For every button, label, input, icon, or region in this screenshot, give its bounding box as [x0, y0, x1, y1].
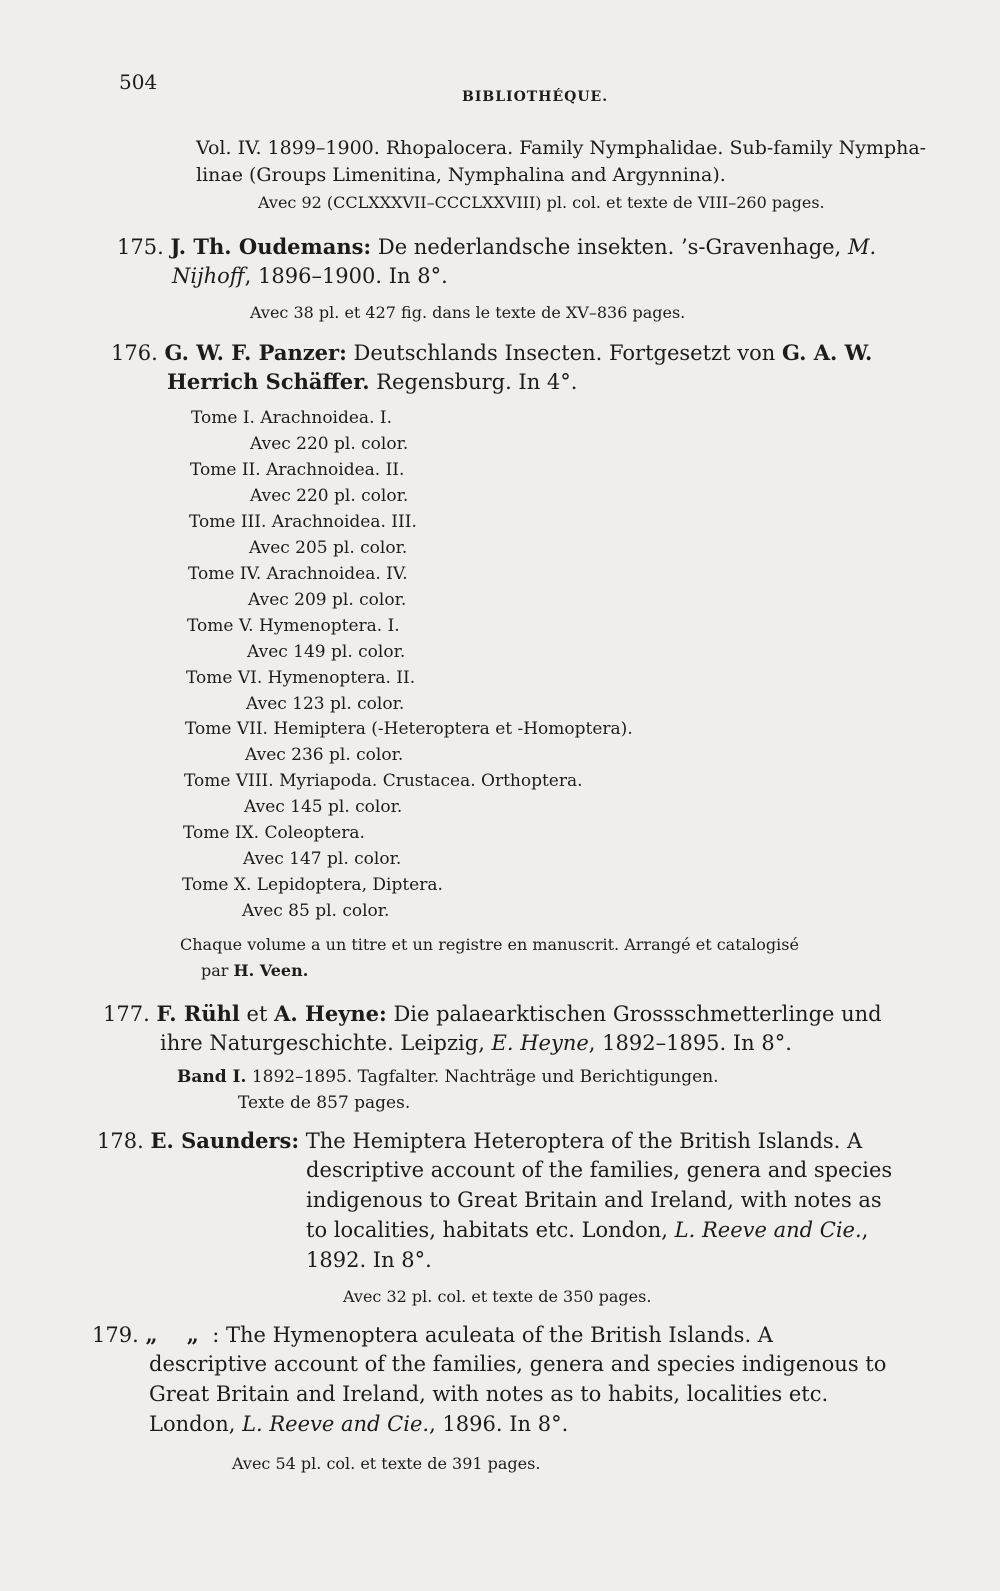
tome-title: Tome VII. Hemiptera (-Heteroptera et -Homoptera). — [185, 719, 633, 739]
entry-177-note: Texte de 857 pages. — [238, 1093, 411, 1113]
tome-plates: Avec 220 pl. color. — [250, 486, 409, 506]
entry-176-line-1 — [111, 340, 872, 365]
entry-178-line-2: descriptive account of the families, genera and species — [306, 1158, 893, 1182]
tome-title: Tome IX. Coleoptera. — [183, 823, 365, 843]
publisher-name: L. Reeve and Cie. — [674, 1218, 862, 1242]
entry-178-line-4: to localities, habitats etc. London, L. Reeve and Cie., — [306, 1218, 869, 1242]
entry-177-line-1: 177. F. Rühl et A. Heyne: Die palaearktischen Grossschmetterlinge und — [103, 1001, 882, 1026]
entry-178-note: Avec 32 pl. col. et texte de 350 pages. — [343, 1287, 652, 1306]
entry-176-line-2 — [167, 369, 577, 394]
entry-title: Die palaearktischen Grossschmetterlinge und — [386, 1002, 882, 1026]
ditto-marks: „ „ — [145, 1322, 199, 1347]
entry-175-line-1 — [117, 234, 876, 259]
entry-number: 178. — [97, 1129, 144, 1153]
entry-177-line-2: ihre Naturgeschichte. Leipzig, E. Heyne, 1892–1895. In 8°. — [160, 1031, 792, 1055]
tome-plates: Avec 209 pl. color. — [248, 590, 407, 610]
tome-title: Tome III. Arachnoidea. III. — [189, 512, 417, 532]
tome-plates: Avec 145 pl. color. — [244, 797, 403, 817]
publisher-name: E. Heyne — [491, 1031, 589, 1055]
tome-title: Tome II. Arachnoidea. II. — [190, 460, 405, 480]
tome-plates: Avec 236 pl. color. — [245, 745, 404, 765]
entry-number: 179. — [92, 1323, 139, 1347]
entry-179-line-3: Great Britain and Ireland, with notes as to habits, localities etc. — [149, 1382, 829, 1406]
entry-176-remark: Chaque volume a un titre et un registre en manuscrit. Arrangé et catalogisé — [180, 935, 799, 954]
entry-178-line-5: 1892. In 8°. — [306, 1248, 432, 1272]
entry-title: Deutschlands Insecten. Fortgesetzt von — [346, 341, 776, 365]
tome-title: Tome VI. Hymenoptera. II. — [186, 668, 416, 688]
entry-title: De nederlandsche insekten. ’s-Gravenhage, — [371, 235, 842, 259]
entry-179-line-1 — [92, 1322, 773, 1347]
tome-title: Tome X. Lepidoptera, Diptera. — [182, 875, 443, 895]
running-head: BIBLIOTHÉQUE. — [462, 89, 609, 105]
entry-imprint: Regensburg. In 4°. — [369, 370, 578, 394]
entry-coauthor: A. Heyne: — [274, 1001, 387, 1026]
arranger-name: H. Veen. — [233, 961, 309, 980]
tome-title: Tome VIII. Myriapoda. Crustacea. Orthoptera. — [184, 771, 583, 791]
continuation-line-2: linae (Groups Limenitina, Nymphalina and Argynnina). — [196, 164, 726, 186]
tome-title: Tome V. Hymenoptera. I. — [187, 616, 400, 636]
entry-number: 176. — [111, 341, 158, 365]
tome-plates: Avec 123 pl. color. — [246, 694, 405, 714]
entry-author: F. Rühl — [156, 1001, 240, 1026]
entry-number: 177. — [103, 1002, 150, 1026]
entry-number: 175. — [117, 235, 164, 259]
entry-178-line-3: indigenous to Great Britain and Ireland, with notes as — [306, 1188, 882, 1212]
tome-title: Tome I. Arachnoidea. I. — [191, 408, 392, 428]
continuation-note: Avec 92 (CCLXXXVII–CCCLXXVIII) pl. col. et texte de VIII–260 pages. — [258, 193, 825, 212]
publisher-name: L. Reeve and Cie. — [242, 1412, 430, 1436]
page-number: 504 — [119, 70, 158, 94]
entry-title: The Hemiptera Heteroptera of the British Islands. A — [299, 1129, 863, 1153]
entry-177-band: Band I. 1892–1895. Tagfalter. Nachträge und Berichtigungen. — [177, 1067, 719, 1087]
entry-179-line-2: descriptive account of the families, genera and species indigenous to — [149, 1352, 887, 1376]
tome-plates: Avec 149 pl. color. — [247, 642, 406, 662]
entry-175-note: Avec 38 pl. et 427 fig. dans le texte de XV–836 pages. — [250, 303, 686, 322]
entry-176-arranger: par H. Veen. — [201, 961, 309, 980]
entry-179-note: Avec 54 pl. col. et texte de 391 pages. — [232, 1454, 541, 1473]
entry-author: G. W. F. Panzer: — [164, 340, 347, 365]
tome-plates: Avec 220 pl. color. — [250, 434, 409, 454]
tome-title: Tome IV. Arachnoidea. IV. — [188, 564, 408, 584]
entry-179-line-4: London, L. Reeve and Cie., 1896. In 8°. — [149, 1412, 569, 1436]
entry-175-line-2 — [172, 264, 448, 288]
tome-plates: Avec 147 pl. color. — [243, 849, 402, 869]
entry-coauthor-initials: G. A. W. — [781, 340, 873, 365]
entry-author: E. Saunders: — [150, 1128, 300, 1153]
band-label: Band I. — [177, 1067, 247, 1087]
tome-plates: Avec 85 pl. color. — [242, 901, 390, 921]
entry-imprint: , 1896–1900. In 8°. — [244, 264, 448, 288]
entry-title: : The Hymenoptera aculeata of the British Islands. A — [198, 1323, 773, 1347]
publisher-initial: M. — [847, 235, 877, 259]
entry-178-line-1 — [97, 1128, 862, 1153]
entry-coauthor-name: Herrich Schäffer. — [167, 369, 370, 394]
publisher-name: Nijhoff — [172, 264, 245, 288]
entry-author: J. Th. Oudemans: — [170, 234, 372, 259]
tome-plates: Avec 205 pl. color. — [249, 538, 408, 558]
continuation-line-1: Vol. IV. 1899–1900. Rhopalocera. Family Nymphalidae. Sub-family Nympha- — [196, 137, 927, 159]
